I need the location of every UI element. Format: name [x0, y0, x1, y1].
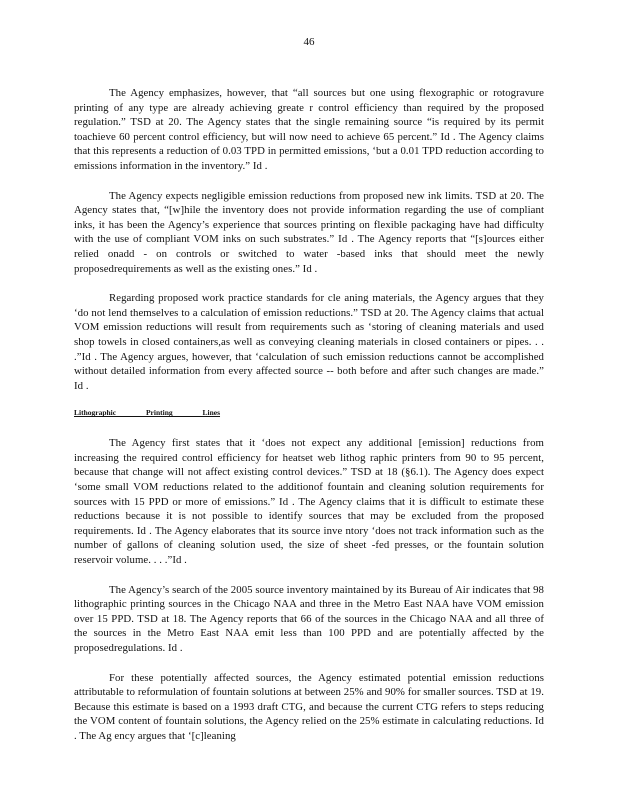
paragraph-work-practice: Regarding proposed work practice standards for cle aning materials, the Agency argues that they ‘do not lend themselves to a calculation of emission reductions.” TSD at 20. The Agency claims that actual VOM emission reductions will result from requirements such as ‘storing of cleaning materials and used shop towels in closed containers,as well as conveying cleaning materials in closed containers or pipes. . . .”Id . The Agency argues, however, that ‘calculation of such emission reductions cannot be accomplished without detailed information from every affected source -- both before and after such changes are made.” Id . — [74, 292, 544, 392]
paragraph-source-inventory: The Agency’s search of the 2005 source inventory maintained by its Bureau of Air indicates that 98 lithographic printing sources in the Chicago NAA and three in the Metro East NAA have VOM emission over 15 PPD. TSD at 18. The Agency reports that 66 of the sources in the Chicago NAA and all three of the sources in the Metro East NAA emit less than 100 PPD and are potentially affected by the proposedregulations. Id . — [74, 583, 544, 654]
page-body — [74, 86, 544, 759]
paragraph-flexographic-control: The Agency emphasizes, however, that “all sources but one using flexographic or rotogravure printing of any type are already achieving greate r control efficiency than required by the proposed regulation.” TSD at 20. The Agency states that the single remaining source “is required by its permit toachieve 60 percent control efficiency, but will now need to achieve 65 percent.” Id . The Agency claims that this represents a reduction of 0.03 TPD in permitted emissions, ‘but a 0.01 TPD reduction according to emissions information in the inventory.” Id . — [74, 87, 544, 172]
section-heading-lithographic: Lithographic Printing Lines — [74, 408, 221, 418]
page-number: 46 — [303, 36, 315, 48]
paragraph-heatset-web: The Agency first states that it ‘does not expect any additional [emission] reductions from increasing the required control efficiency for heatset web lithog raphic printers from 90 to 95 percent, because that change will not affect existing control devices.” TSD at 18 (§6.1). The Agency does expect ‘some small VOM reductions related to the additionof fountain and cleaning solution requirements for sources with 15 PPD or more of emissions.” Id . The Agency claims that it is difficult to estimate these reductions because it is not possible to identify sources that may be excluded from the proposed requirements. Id . The Agency elaborates that its source inve ntory ‘does not track information such as the number of gallons of cleaning solution used, the size of sheet -fed presses, or the fountain solution reservoir volume. . . .”Id . — [74, 437, 544, 567]
paragraph-ink-limits: The Agency expects negligible emission reductions from proposed new ink limits. TSD at 20. The Agency states that, “[w]hile the inventory does not provide information regarding the use of compliant inks, it has been the Agency’s experience that sources printing on flexible packaging have had difficulty with the use of compliant VOM inks on such substrates.” Id . The Agency reports that “[s]ources either relied onadd - on controls or switched to water -based inks that should meet the newly proposedrequirements as well as the existing ones.” Id . — [74, 189, 544, 275]
paragraph-fountain-solutions: For these potentially affected sources, the Agency estimated potential emission reductions attributable to reformulation of fountain solutions at between 25% and 90% for smaller sources. TSD at 19. Because this estimate is based on a 1993 draft CTG, and because the current CTG refers to steps reducing the VOM content of fountain solutions, the Agency relied on the 25% estimate in calculating reductions. Id . The Ag ency argues that ‘[c]leaning — [74, 671, 544, 742]
